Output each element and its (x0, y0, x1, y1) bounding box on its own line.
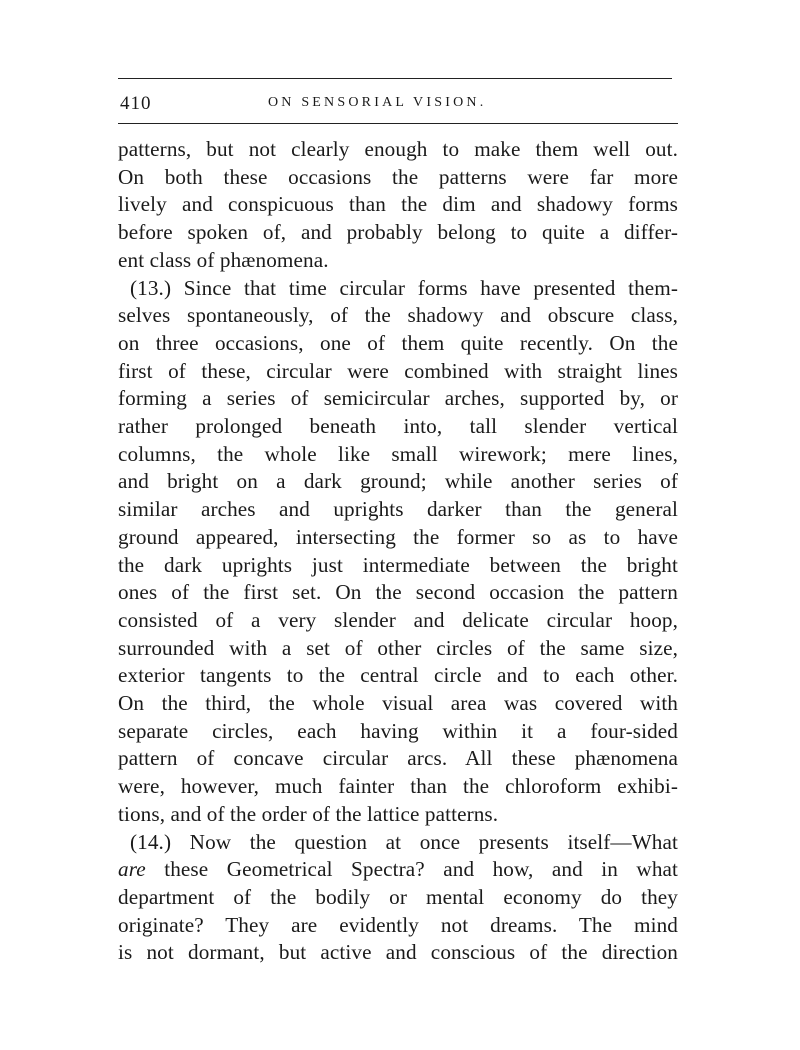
running-title: ON SENSORIAL VISION. (268, 95, 487, 110)
text-line: first of these, circular were combined with straight lines (118, 358, 678, 383)
text-line: on three occasions, one of them quite recently. On the (118, 330, 678, 355)
text-line: tions, and of the order of the lattice patterns. (118, 801, 499, 826)
text-line (118, 856, 678, 884)
text-line: forming a series of semicircular arches, supported by, or (118, 386, 678, 411)
text-line: patterns, but not clearly enough to make them well out. (118, 137, 678, 161)
text-line: ones of the first set. On the second occasion the pattern (118, 580, 678, 605)
text-line: rather prolonged beneath into, tall slender vertical (118, 414, 678, 439)
body-text (118, 136, 678, 967)
text-line: pattern of concave circular arcs. All these phænomena (118, 746, 678, 771)
text-line: similar arches and uprights darker than the general (118, 497, 678, 522)
text-line: selves spontaneously, of the shadowy and obscure class, (118, 303, 678, 328)
text-line: originate? They are evidently not dreams. The mind (118, 912, 678, 937)
text-line: is not dormant, but active and conscious of the direction (118, 940, 678, 965)
text-line: exterior tangents to the central circle and to each other. (118, 663, 678, 688)
text-line: ground appeared, intersecting the former so as to have (118, 524, 678, 549)
text-line: consisted of a very slender and delicate circular hoop, (118, 607, 678, 632)
text-line: On both these occasions the patterns were far more (118, 164, 678, 189)
italic-word: are (118, 857, 146, 882)
text-line: surrounded with a set of other circles of the same size, (118, 635, 678, 660)
text-line: before spoken of, and probably belong to quite a differ- (118, 220, 678, 245)
text-line: On the third, the whole visual area was covered with (118, 691, 678, 716)
page-header (118, 79, 678, 123)
text-line: lively and conspicuous than the dim and shadowy forms (118, 192, 678, 217)
book-page (118, 78, 678, 967)
text-line: ent class of phænomena. (118, 247, 329, 272)
text-line-rest: these Geometrical Spectra? and how, and in what (145, 857, 678, 882)
text-line: the dark uprights just intermediate between the bright (118, 552, 678, 577)
text-line: columns, the whole like small wirework; mere lines, (118, 441, 678, 466)
text-line: and bright on a dark ground; while another series of (118, 469, 678, 494)
text-line: department of the bodily or mental economy do they (118, 884, 678, 909)
text-line: were, however, much fainter than the chloroform exhibi- (118, 774, 678, 799)
page-number: 410 (120, 93, 152, 114)
text-line: (14.) Now the question at once presents itself—What (130, 829, 678, 854)
text-line: (13.) Since that time circular forms have presented them- (130, 275, 678, 300)
text-line: separate circles, each having within it a four-sided (118, 718, 678, 743)
header-rule-bottom (118, 123, 678, 124)
